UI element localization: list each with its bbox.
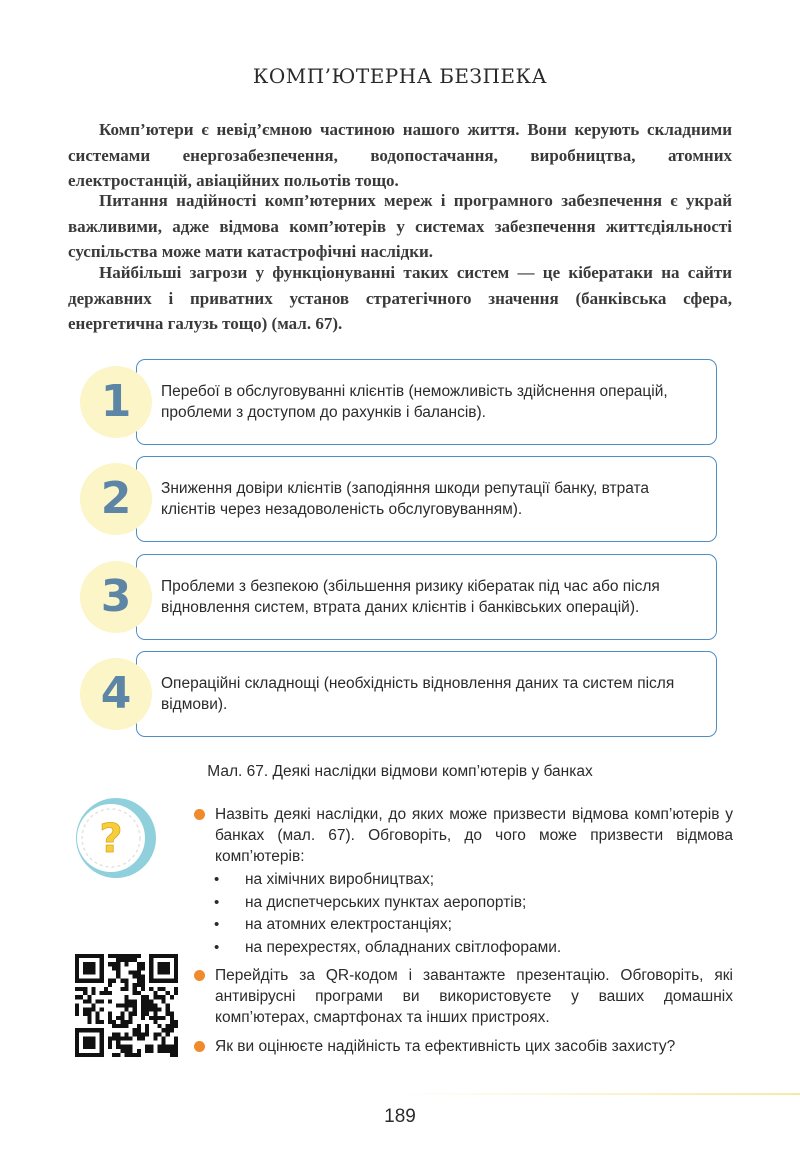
question-text: Як ви оцінюєте надійність та ефективність цих засобів захисту?: [215, 1038, 676, 1055]
page-number: 189: [384, 1106, 416, 1127]
consequence-text: Перебої в обслуговуванні клієнтів (неможливість здійснення операцій, проблеми з доступом до рахунків і балансів).: [161, 383, 668, 421]
question-item-3: [215, 1036, 733, 1057]
sub-item-text: на атомних електростанціях;: [245, 916, 452, 933]
number-badge-1: [80, 366, 152, 438]
sub-item-crossroads: [214, 937, 562, 958]
bullet-dot: [194, 809, 205, 820]
sub-item-text: на перехрестях, обладнаних світлофорами.: [245, 939, 562, 956]
number-label: 4: [100, 668, 132, 719]
question-text: Перейдіть за QR-кодом і завантажте презентацію. Обговоріть, які антивірусні програми ви використовуєте у ваших домашніх комп’ютерах, смартфонах та інших пристроях.: [215, 967, 733, 1026]
sub-item-chemical: [214, 869, 435, 890]
sub-item-text: на диспетчерських пунктах аеропортів;: [245, 894, 527, 911]
svg-text:?: ?: [99, 816, 123, 862]
bullet-dot: [194, 1041, 205, 1052]
sub-bullet: •: [214, 871, 220, 888]
sub-bullet: •: [214, 894, 220, 911]
consequence-card-4: [136, 651, 717, 737]
sub-item-airports: [214, 892, 527, 913]
paragraph-reliability: Питання надійності комп’ютерних мереж і програмного забезпечення є украй важливими, адже відмова комп’ютерів у системах забезпечення життєдіяльності суспільства може мати катастрофічні наслідки.: [68, 191, 732, 261]
sub-bullet: •: [214, 939, 220, 956]
paragraph-intro: Комп’ютери є невід’ємною частиною нашого життя. Вони керують складними системами енергозабезпечення, водопостачання, виробництва, атомних електростанцій, авіаційних польотів тощо.: [68, 120, 732, 190]
question-text: Назвіть деякі наслідки, до яких може призвести відмова комп’ютерів у банках (мал. 67). Обговоріть, до чого може призвести відмова комп’ютерів:: [215, 806, 733, 865]
sub-item-nuclear: [214, 914, 452, 935]
consequence-text: Проблеми з безпекою (збільшення ризику кібератак під час або після відновлення систем, втрата даних клієнтів і банківських операцій).: [161, 578, 660, 616]
page-title: КОМП’ЮТЕРНА БЕЗПЕКА: [252, 64, 548, 88]
consequence-card-3: [136, 554, 717, 640]
number-label: 1: [100, 376, 132, 427]
footer-divider: [400, 1093, 800, 1095]
consequence-card-1: [136, 359, 717, 445]
sub-item-text: на хімічних виробництвах;: [245, 871, 435, 888]
question-item-2: [215, 965, 733, 1028]
question-item-1: [215, 804, 733, 867]
question-icon: [74, 796, 158, 880]
figure-caption: Мал. 67. Деякі наслідки відмови комп’ютерів у банках: [207, 763, 593, 780]
number-label: 3: [100, 571, 132, 622]
sub-bullet: •: [214, 916, 220, 933]
qr-code[interactable]: [75, 954, 178, 1057]
paragraph-threats: Найбільші загрози у функціонуванні таких систем — це кібератаки на сайти державних і приватних установ стратегічного значення (банківська сфера, енергетична галузь тощо) (мал. 67).: [68, 263, 732, 333]
number-badge-3: [80, 561, 152, 633]
number-label: 2: [100, 473, 132, 524]
number-badge-2: [80, 463, 152, 535]
number-badge-4: [80, 658, 152, 730]
bullet-dot: [194, 970, 205, 981]
consequence-card-2: [136, 456, 717, 542]
consequence-text: Зниження довіри клієнтів (заподіяння шкоди репутації банку, втрата клієнтів через незадоволеність обслуговуванням).: [161, 480, 650, 518]
consequence-text: Операційні складнощі (необхідність відновлення даних та систем після відмови).: [161, 675, 675, 713]
